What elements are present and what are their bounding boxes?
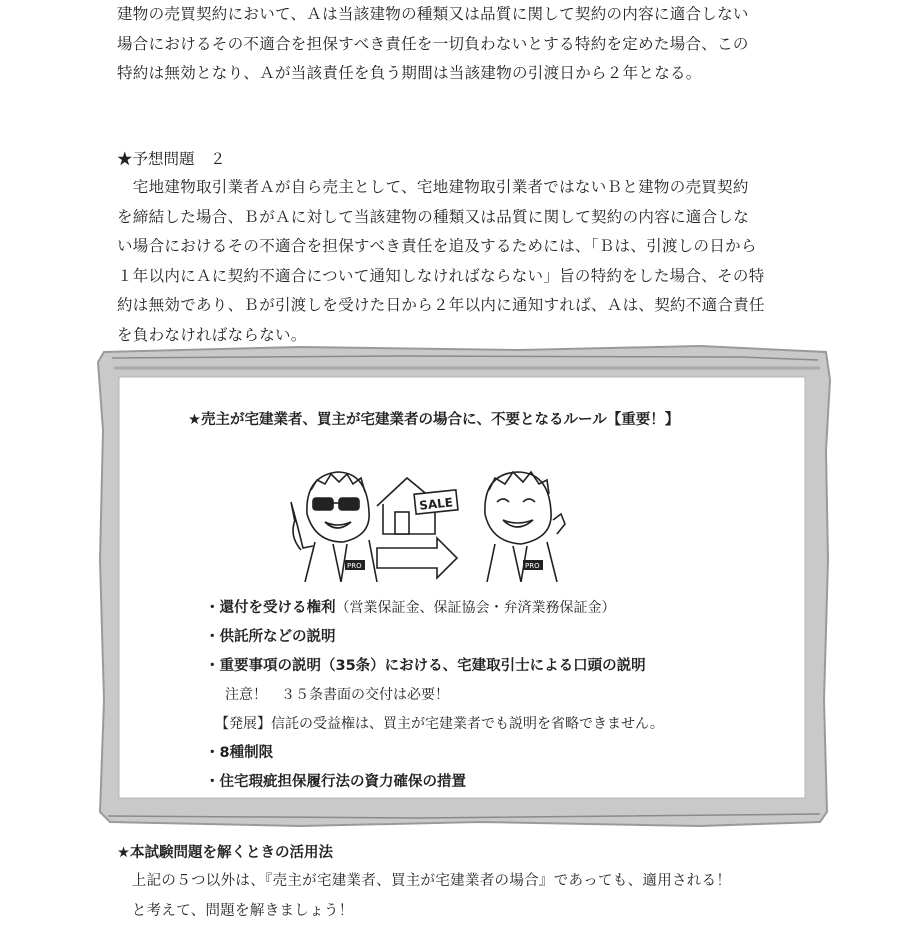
right-pro-badge-label: PRO <box>525 562 540 570</box>
transaction-illustration <box>285 462 585 582</box>
rule-item <box>205 652 664 681</box>
advanced-note: 【発展】信託の受益権は、買主が宅建業者でも説明を省略できません。 <box>215 716 664 732</box>
intro-line: 建物の売買契約において、Ａは当該建物の種類又は品質に関して契約の内容に適合しない <box>117 5 749 23</box>
left-pro-badge-label: PRO <box>347 562 362 570</box>
intro-line: 場合におけるその不適合を担保すべき責任を一切負わないとする特約を定めた場合、この <box>117 34 749 53</box>
rule-item <box>205 623 664 652</box>
rule-item-bold: ・還付を受ける権利 <box>205 600 336 616</box>
rule-item <box>205 594 664 623</box>
rule-item <box>205 768 664 797</box>
caution-note: 注意！ ３５条書面の交付は必要！ <box>225 687 449 703</box>
usage-paragraph <box>117 866 807 926</box>
question2-line: い場合におけるその不適合を担保すべき責任を追及するためには、「Ｂは、引渡しの日から <box>117 237 757 255</box>
question2-line: を負わなければならない。 <box>117 325 307 344</box>
intro-line: 特約は無効となり、Ａが当該責任を負う期間は当該建物の引渡日から２年となる。 <box>117 64 702 82</box>
exempt-rules-list <box>205 594 664 797</box>
rule-box-title: ★売主が宅建業者、買主が宅建業者の場合に、不要となるルール【重要！】 <box>188 412 680 428</box>
rule-item-bold: ・住宅瑕疵担保履行法の資力確保の措置 <box>205 774 466 790</box>
question2-line: 約は無効であり、Ｂが引渡しを受けた日から２年以内に通知すれば、Ａは、契約不適合責任 <box>117 296 765 314</box>
rule-item <box>205 739 664 768</box>
usage-line: と考えて、問題を解きましょう！ <box>117 903 354 919</box>
usage-line: 上記の５つ以外は、『売主が宅建業者、買主が宅建業者の場合』であっても、適用される！ <box>117 873 732 889</box>
question2-line: を締結した場合、ＢがＡに対して当該建物の種類又は品質に関して契約の内容に適合しな <box>117 207 750 226</box>
rule-item-note: （営業保証金、保証協会・弁済業務保証金） <box>335 600 616 616</box>
rule-item-bold: ・8種制限 <box>205 745 274 761</box>
sale-sign-label: SALE <box>418 495 454 513</box>
transfer-arrow-icon <box>377 538 457 578</box>
rule-item-bold: ・供託所などの説明 <box>205 629 336 645</box>
rule-item-bold: ・重要事項の説明（35条）における、宅建取引士による口頭の説明 <box>205 658 646 674</box>
question2-heading: ★予想問題 ２ <box>117 150 226 168</box>
question2-line: 宅地建物取引業者Ａが自ら売主として、宅地建物取引業者ではないＢと建物の売買契約 <box>117 178 749 196</box>
question2-line: １年以内にＡに契約不適合について通知しなければならない」旨の特約をした場合、その特 <box>117 266 765 285</box>
usage-heading: ★本試験問題を解くときの活用法 <box>117 845 333 861</box>
